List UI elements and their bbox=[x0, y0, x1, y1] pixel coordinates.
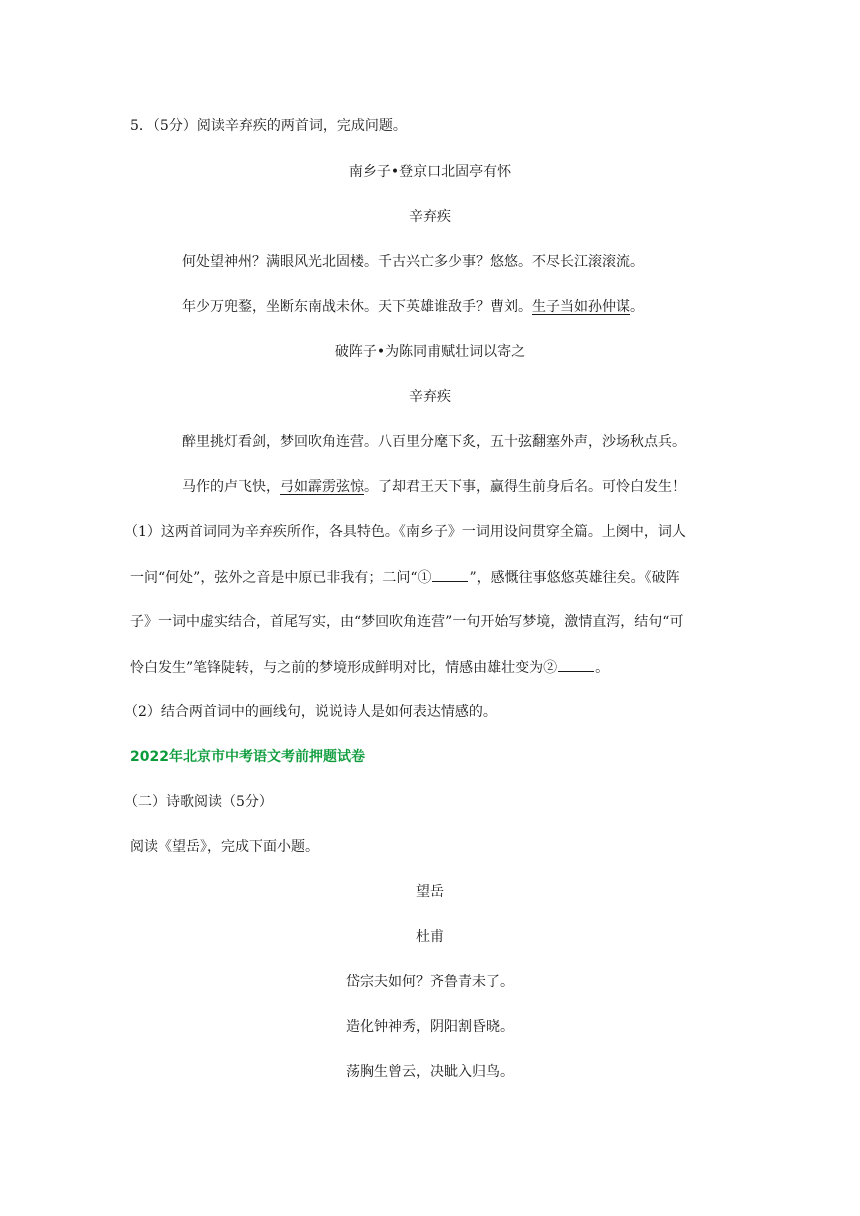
subquestion1-row2-text: 一问“何处”，弦外之音是中原已非我有；二问“① bbox=[130, 570, 432, 586]
answer-blank-2[interactable] bbox=[558, 657, 594, 672]
poem2-line2-text: 马作的卢飞快， bbox=[182, 479, 280, 495]
poem3-author: 杜甫 bbox=[416, 929, 444, 945]
poem1-underlined-sentence: 生子当如孙仲谋 bbox=[532, 299, 630, 315]
subquestion1-row4 bbox=[130, 657, 609, 678]
poem1-author: 辛弃疾 bbox=[409, 209, 451, 225]
subquestion1-row1: （1）这两首词同为辛弃疾所作，各具特色。《南乡子》一词用设问贯穿全篇。上阕中，词人 bbox=[124, 524, 686, 540]
subquestion2: （2）结合两首词中的画线句，说说诗人是如何表达情感的。 bbox=[124, 704, 497, 720]
subquestion1-row4-text: 怜白发生”笔锋陡转，与之前的梦境形成鲜明对比，情感由雄壮变为② bbox=[130, 660, 558, 676]
poem2-author: 辛弃疾 bbox=[409, 389, 451, 405]
poem2-line1: 醉里挑灯看剑，梦回吹角连营。八百里分麾下炙，五十弦翻塞外声，沙场秋点兵。 bbox=[182, 434, 686, 450]
poem1-line2-end: 。 bbox=[630, 299, 644, 315]
poem2-line2-end: 。了却君王天下事，赢得生前身后名。可怜白发生！ bbox=[364, 479, 686, 495]
poem1-line2 bbox=[182, 297, 644, 317]
poem2-title: 破阵子•为陈同甫赋壮词以寄之 bbox=[334, 344, 526, 360]
poem1-title: 南乡子•登京口北固亭有怀 bbox=[348, 164, 512, 180]
answer-blank-1[interactable] bbox=[432, 567, 468, 582]
poem2-line2 bbox=[182, 477, 686, 497]
subquestion1-row3: 子》一词中虚实结合，首尾写实，由“梦回吹角连营”一句开始写梦境，激情直泻，结句“可 bbox=[130, 614, 684, 630]
subquestion1-row2-end: ”，感慨往事悠悠英雄往矣。《破阵 bbox=[469, 570, 680, 586]
poem1-line2-text: 年少万兜鍪，坐断东南战未休。天下英雄谁敌手？曹刘。 bbox=[182, 299, 532, 315]
subquestion1-row4-end: 。 bbox=[595, 660, 610, 676]
section-heading: （二）诗歌阅读（5分） bbox=[124, 794, 273, 810]
subquestion1-row2 bbox=[130, 567, 680, 588]
question-header: 5．（5分）阅读辛弃疾的两首词，完成问题。 bbox=[130, 118, 407, 134]
reading-instruction: 阅读《望岳》，完成下面小题。 bbox=[130, 839, 319, 855]
poem2-underlined-sentence: 弓如霹雳弦惊 bbox=[280, 479, 364, 495]
poem3-line3: 荡胸生曾云，决眦入归鸟。 bbox=[346, 1064, 514, 1080]
poem3-line1: 岱宗夫如何？齐鲁青未了。 bbox=[346, 974, 514, 990]
exam-title: 2022年北京市中考语文考前押题试卷 bbox=[130, 749, 365, 765]
poem1-line1: 何处望神州？满眼风光北固楼。千古兴亡多少事？悠悠。不尽长江滚滚流。 bbox=[182, 254, 644, 270]
poem3-line2: 造化钟神秀，阴阳割昏晓。 bbox=[346, 1019, 514, 1035]
poem3-title: 望岳 bbox=[416, 884, 444, 900]
